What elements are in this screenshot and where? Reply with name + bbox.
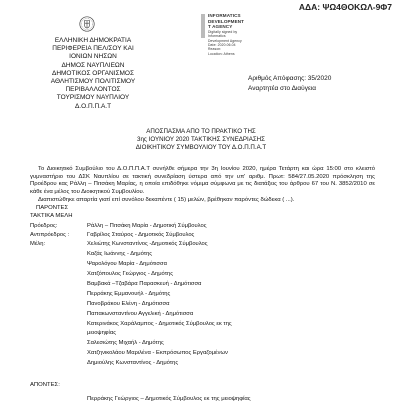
member-name-continued: μειοψηφίας — [87, 330, 116, 336]
intro-paragraph: Το Διοικητικό Συμβούλιο του Δ.Ο.Π.Π.Α.Τ συνήλθε σήμερα την 3η Ιουνίου 2020, ημέρα Τετάρτη και ώρα 15:00 στο κλειστό γυμναστήριο του ΔΣΚ Ναυπλίου σε τακτική συνεδρίαση ύστερα από την υπ' αριθμ. Πρωτ: 584/27.05.2020 πρόσκληση της Προέδρου κας Ράλλη – Πιτσάκη Μαρίας, η οποία επιδόθηκε νόμιμα σύμφωνα με τις διατάξεις του άρθρου 67 του Ν. 3852/2010 σε κάθε ένα μέλος του Διοικητικού Συμβουλίου. — [30, 166, 375, 195]
stamp-small-6: Location: Athens — [208, 51, 235, 56]
member-name: Κατερινάκος Χαράλαμπος - Δημοτικός Σύμβουλος εκ της — [87, 321, 232, 327]
member-name: Πανοβράκου Ελένη - Δημότισσα — [87, 301, 170, 307]
quorum-text: Διαπιστώθηκε απαρτία γιατί επί συνόλου δεκαπέντε ( 15) μελών, βρέθηκαν παρόντες δώδεκα ( ...). — [38, 197, 295, 203]
header-line: ΙΟΝΙΩΝ ΝΗΣΩΝ — [69, 53, 117, 61]
member-name: Παπακωνσταντίνου Αγγελική - Δημότισσα — [87, 311, 194, 317]
stamp-line-3: T AGENCY — [208, 24, 233, 30]
header-line: ΠΕΡΙΦΕΡΕΙΑ ΠΕΛ/ΣΟΥ ΚΑΙ — [52, 45, 134, 53]
regular-members-label: ΤΑΚΤΙΚΑ ΜΕΛΗ — [30, 213, 73, 219]
absent-member: Περράκης Γεώργιος – Δημοτικός Σύμβουλος εκ της μειοψηφίας — [87, 396, 251, 402]
member-name: Ψαρολόγου Μαρία - Δημότισσα — [87, 261, 167, 267]
member-name: Δημιούλης Κωνσταντίνος - Δημότης — [87, 360, 179, 366]
member-name: Σαλεσιώτης Μιχαήλ - Δημότης — [87, 340, 164, 346]
member-name: Χατζόπουλος Γεώργιος - Δημότης — [87, 271, 174, 277]
president-role: Πρόεδρος: — [30, 223, 58, 229]
header-line: ΑΘΛΗΤΙΣΜΟΥ ΠΟΛΙΤΙΣΜΟΥ — [50, 78, 136, 86]
member-name: Καζάς Ιωάννης - Δημότης — [87, 251, 153, 257]
ada-code: ΑΔΑ: ΨΩ4ΘΟΚΩΛ-9Φ7 — [298, 2, 392, 12]
president-name: Ράλλη – Πιτσάκη Μαρία - Δημοτική Σύμβουλος — [87, 223, 207, 229]
member-name: Χατζηνικολάου Μαριλένα - Εκπρόσωπος Εργαζομένων — [87, 350, 228, 356]
member-name: Βαμβακά –Τζαβάρα Παρασκευή - Δημότισσα — [87, 281, 202, 287]
stamp-line-2: DEVELOPMENT — [208, 18, 245, 24]
header-line: ΔΗΜΟΤΙΚΟΣ ΟΡΓΑΝΙΣΜΟΣ — [51, 69, 134, 77]
board-title: ΔΙΟΙΚΗΤΙΚΟΥ ΣΥΜΒΟΥΛΙΟΥ ΤΟΥ Δ.Ο.Π.Π.Α.Τ — [135, 144, 267, 151]
stamp-small-1: Digitally signed by — [208, 29, 238, 34]
header-line: ΔΗΜΟΣ ΝΑΥΠΛΙΕΩΝ — [61, 61, 125, 69]
decision-number: Αριθμός Απόφασης: 35/2020 — [248, 75, 332, 82]
signature-bar-icon — [201, 14, 205, 38]
header-line: ΤΟΥΡΙΣΜΟΥ ΝΑΥΠΛΙΟΥ — [56, 94, 130, 102]
posting-note: Αναρτητέα στο Διαύγεια — [248, 84, 317, 92]
president-row — [30, 223, 207, 229]
extract-title: ΑΠΟΣΠΑΣΜΑ ΑΠΟ ΤΟ ΠΡΑΚΤΙΚΟ ΤΗΣ — [146, 128, 256, 135]
stamp-small-4: Date: 2020.06.04 — [208, 43, 236, 47]
vice-president-role: Αντιπρόεδρος : — [30, 232, 70, 238]
members-row — [30, 241, 208, 247]
vice-president-name: Γαβρίλος Σταύρος - Δημοτικός Σύμβουλος — [87, 232, 195, 238]
absent-label: ΑΠΟΝΤΕΣ: — [30, 382, 60, 388]
member-name: Περράκης Εμμανουήλ - Δημότης — [87, 291, 171, 297]
members-role: Μέλη: — [30, 241, 46, 247]
session-title: 3ης ΙΟΥΝΙΟΥ 2020 ΤΑΚΤΙΚΗΣ ΣΥΝΕΔΡΙΑΣΗΣ — [137, 136, 265, 143]
header-line: ΠΕΡΙΒΑΛΛΟΝΤΟΣ — [65, 86, 121, 94]
stamp-small-2: Informatics — [208, 34, 226, 39]
digital-signature-stamp — [208, 13, 272, 56]
header-line: Δ.Ο.Π.Π.Α.Τ — [74, 102, 112, 110]
vice-president-row — [30, 232, 194, 238]
stamp-small-5: Reason: — [208, 47, 222, 52]
greek-emblem-icon — [79, 16, 95, 32]
present-label: ΠΑΡΟΝΤΕΣ — [36, 205, 69, 211]
issuer-header — [34, 37, 152, 111]
member-name: Χελιώτης Κωνσταντίνος -Δημοτικός Σύμβουλος — [87, 241, 208, 247]
stamp-line-1: INFORMATICS — [208, 13, 241, 18]
decision-info — [248, 74, 331, 93]
stamp-small-3: Development Agency — [208, 38, 242, 43]
header-line: ΕΛΛΗΝΙΚΗ ΔΗΜΟΚΡΑΤΙΑ — [54, 37, 132, 44]
